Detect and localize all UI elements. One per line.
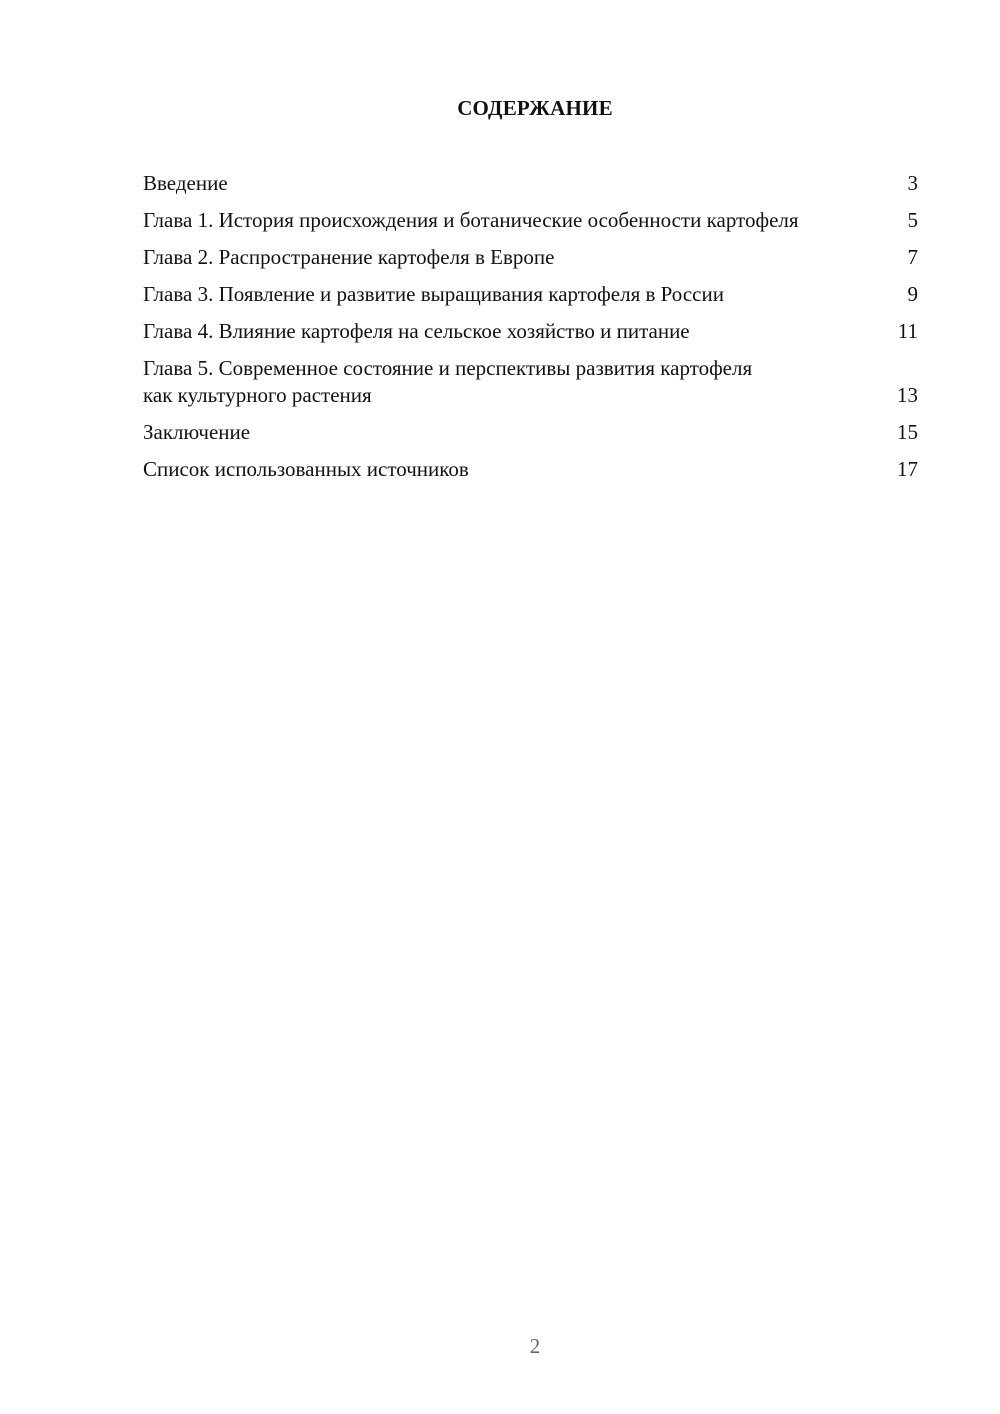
page-number: 2 <box>529 1334 541 1358</box>
toc-entry-chapter-3 <box>143 281 918 308</box>
toc-entry-chapter-2 <box>143 244 918 271</box>
toc-entry-page: 13 <box>897 383 918 407</box>
toc-entry-text: Глава 1. История происхождения и ботанические особенности картофеля <box>143 208 799 232</box>
toc-entry-page: 9 <box>907 282 918 306</box>
toc-entry-references <box>143 456 918 483</box>
toc-entry-chapter-1 <box>143 207 918 234</box>
toc-entry-page: 17 <box>897 457 918 481</box>
page-title: СОДЕРЖАНИЕ <box>457 96 613 120</box>
toc-entry-page: 11 <box>897 319 918 343</box>
table-of-contents <box>143 170 918 483</box>
toc-entry-text: Список использованных источников <box>143 457 469 481</box>
toc-entry-chapter-4 <box>143 318 918 345</box>
toc-entry-text: Глава 5. Современное состояние и перспективы развития картофеля как культурного растения <box>143 356 753 407</box>
toc-entry-page: 3 <box>907 171 918 195</box>
toc-entry-page: 5 <box>907 208 918 232</box>
toc-entry-text: Введение <box>143 171 228 195</box>
toc-entry-page: 15 <box>897 420 918 444</box>
toc-entry-text: Заключение <box>143 420 251 444</box>
toc-entry-text: Глава 3. Появление и развитие выращивания картофеля в России <box>143 282 724 306</box>
toc-entry-chapter-5 <box>143 355 918 409</box>
toc-entry-text: Глава 4. Влияние картофеля на сельское хозяйство и питание <box>143 319 690 343</box>
toc-entry-conclusion <box>143 419 918 446</box>
toc-entry-text: Глава 2. Распространение картофеля в Европе <box>143 245 555 269</box>
toc-entry-introduction <box>143 170 918 197</box>
toc-entry-page: 7 <box>907 245 918 269</box>
